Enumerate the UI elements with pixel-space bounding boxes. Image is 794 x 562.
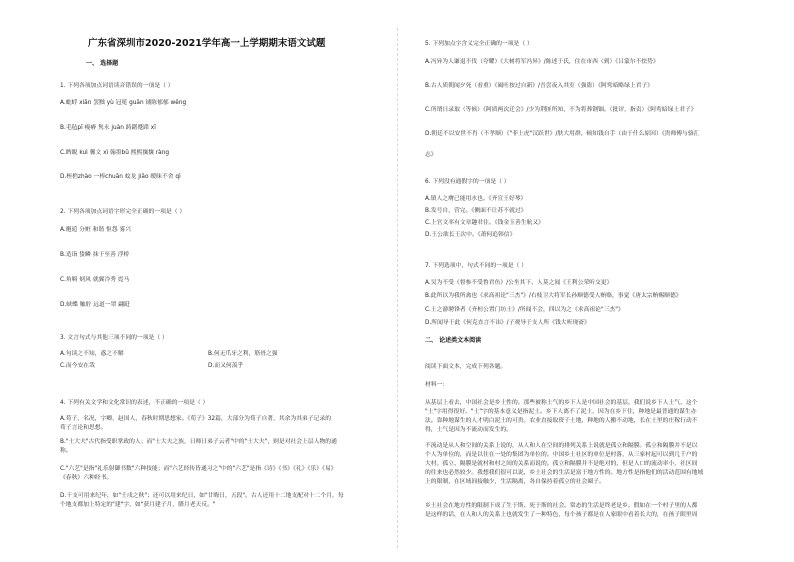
- paragraph-line: 不流动是从人和空间的关系上说的，从人和人在空间的排列关系上说就是孤立和隔膜。孤立和隔膜并不是以: [425, 443, 698, 449]
- question-3-stem: 3. 文言句式与其他三项不同的一项是（ ）: [60, 335, 168, 341]
- page-title: 广东省深圳市2020-2021学年高一上学期期末语文试题: [88, 38, 326, 49]
- question-4-option-b-cont: 称。: [60, 448, 72, 454]
- question-4-option-d-cont: 个地支都加上特定的"建"字，如"获月建子月，腊月老天反。": [60, 502, 216, 508]
- question-5-option-d-cont: 志》: [425, 152, 437, 158]
- question-3-option-a: A.句读之不知，惑之不解: [60, 351, 124, 357]
- question-2-option-b: B.造诣 蛰鳞 抹于至善 浮桥: [60, 252, 130, 258]
- question-1-stem: 1. 下列各项加点词语读音错误的一项是（ ）: [60, 83, 174, 89]
- paragraph-line: 得，土气是因为不流动而发生的。: [425, 427, 512, 433]
- question-2-option-a: A.邂逅 分赃 和谐 怄怨 雾兴: [60, 227, 132, 233]
- question-4-stem: 4. 下列有关文学和文化常识的表述，不正确的一项是（ ）: [60, 400, 209, 406]
- question-7-option-c: C.士之游聘锋者《齐桓公置门坊士》/所闻不会，四以为之《求高祖论"三杰"》: [425, 307, 624, 313]
- question-5-option-a: A.冯异为人谦退不伐（夸耀）《大树将军冯异》/陈述于氏，住在市西（到）《吕蒙尔不怯势》: [425, 59, 659, 65]
- question-2-option-d: D.蛱蝶 触聍 远道一罩 翩跹: [60, 302, 130, 308]
- paragraph-line: 乡土社会在地方性的限制下成了生于斯、死于斯的社会。常态的生活是终老是乡。假如在一个村子里的人都: [425, 503, 698, 509]
- question-5-option-b: B.古人质朝闻夕死（看重）《阖吐按过自新》/吾尝夜入其室（强盗）《阿鸾暗略绿上君子》: [425, 83, 654, 89]
- question-4-option-c-cont: 《春秋》六种经书。: [60, 475, 113, 481]
- question-5-stem: 5. 下列加点字含义完全正确的一项是（ ）: [425, 41, 533, 47]
- paragraph-line: 的往来也必然较少。我想我们很可以说，乡土社会的生活是富于地方性的。地方性是指他们的活动范围有地域: [425, 470, 704, 476]
- question-6-option-a: A.镇人之膺已能用水也。《齐宣王好琴》: [425, 196, 527, 202]
- paragraph-line: 大村。孤立、隔膜是就村和村之间的关系而说的。孤立和隔膜并不是绝对的，但是人口的流动率小，社区间: [425, 461, 698, 467]
- paragraph-line: 上的限制，在区域间接触少，生活隔离，各自保持着孤立的社会圈子。: [425, 479, 605, 485]
- paragraph-line: 个人为单位的，而是以住在一处的集团为单位的。中国乡土社区的单位是村落，从三家村起可以到几千户的: [425, 452, 698, 458]
- question-5-option-c: C.所谓日录取（等候）《阿质两次迁会》/少为荆匪所知，不为将葬钢锢。（批评，指责）《阿鸾暗绿上君子》: [425, 107, 697, 113]
- question-6-stem: 6. 下列没有通假字的一项是（ ）: [425, 179, 510, 185]
- question-6-option-c: C.上官文率有文章趣君住。《钱金玉善生航又》: [425, 220, 544, 226]
- paragraph-line: "土"字用得很好。"土"字的基本意义是指泥土。乡下人离不了泥土，因为在乡下住，种地是最普通的谋生办: [425, 409, 697, 415]
- reading-instruction: 阅读下面文本，完成下列各题。: [425, 364, 507, 370]
- question-1-option-b: B.毛毡pī 瘦瘠 隽永 juàn 踌躇蹙踖 xī: [60, 125, 156, 131]
- paragraph-line: 从基层上看去，中国社会是乡土性的。那些被称土气的乡下人是中国社会的基层。我们说乡下人土气，这个: [425, 400, 698, 406]
- question-1-option-c: C.睥睨 kuì 馨文 xì 翰墨bǔ 熙熙攘攘 ràng: [60, 150, 170, 156]
- question-4-option-c: C."六艺"是指"礼乐射御书数"六种技能；而"六艺经传皆通习之"中的"六艺"是指《诗》《书》《礼》《乐》《易》: [60, 466, 337, 472]
- section-heading: 一、 选择题: [86, 60, 119, 67]
- question-6-option-d: D.王公欲长王次中。《萧何追韩信》: [425, 232, 516, 238]
- question-7-option-b: B.此所以为我所禽也《求高祖论"三杰"》/右枝卫大将军长孙顺德受人贿赂，事觉《唐太宗贿赐顺德》: [425, 293, 682, 299]
- question-1-option-d: D.桎梏zhào 一棒chuān 蚊龙 jiāo 暧昧不舍 qì: [60, 174, 181, 180]
- question-3-option-c: C.而今安在哉: [60, 363, 95, 369]
- question-7-stem: 7. 下列选项中，句式不同的一项是（ ）: [425, 263, 527, 269]
- question-4-option-d: D.干支可用来纪年，如"壬戌之秋"；还可以用来纪日，如"廿晦日，五段"。古人还用十二地支配对十二个月，每: [60, 493, 344, 499]
- column-divider: [397, 28, 398, 548]
- question-7-option-a: A.吴为不受《督参不受鲁君鱼》/公坐其下，人莫之闻《王利公荣听交更》: [425, 280, 613, 286]
- question-6-option-b: B.发号自，营完。《侧面不让苏不就过》: [425, 208, 527, 214]
- question-4-option-b: B."士大夫"古代指受职掌政的人；而"士大夫之族，日师日弟子云者"中的"士大夫"，则是对社会上层人物的通: [60, 439, 337, 445]
- paragraph-line: 法。靠种地谋生的人才明白泥土的可贵。农业直接取资于土地，种地的人搬不动地，长在土里的庄稼行动不: [425, 418, 698, 424]
- question-7-option-d: D.所闻导于此《何克直言不讳》/子观导于支人所《钱大听现斋》: [425, 320, 590, 326]
- section-heading: 二、 论述类文本阅读: [425, 337, 482, 344]
- question-2-option-c: C.角羁 炳风 就翼冷秀 霓马: [60, 277, 130, 283]
- question-5-option-d: D.朝廷不以安世不肖（不孝顺）《"菲上虎"汉跃世》/肤大用群，顿知钱自手（由于什么原因）《贵师傅与骆汇: [425, 131, 700, 137]
- question-1-option-a: A.蚍蜉 xiān 罢黜 yù 冠冕 guān 铺陈郁郁 wěng: [60, 100, 187, 106]
- question-4-option-a: A.荀子，名况，字卿，赵国人，春秋时期思想家。《荀子》32篇，大部分为荀子自著，其余为其弟子记录的: [60, 416, 332, 422]
- question-4-option-a-cont: 荀子言论和思想。: [60, 425, 107, 431]
- question-2-stem: 2. 下列各项加点词语字形完全正确的一项是（ ）: [60, 209, 186, 215]
- material-label: 材料一：: [425, 382, 449, 388]
- paragraph-line: 是这样的话，在人和人的关系上也就发生了一种特色，每个孩子都是在人家眼中看着长大的，在孩子眼里周: [425, 512, 698, 518]
- question-3-option-b: B.何无爪牙之利，筋骨之强: [208, 351, 278, 357]
- question-3-option-d: D.而又何羡乎: [208, 363, 244, 369]
